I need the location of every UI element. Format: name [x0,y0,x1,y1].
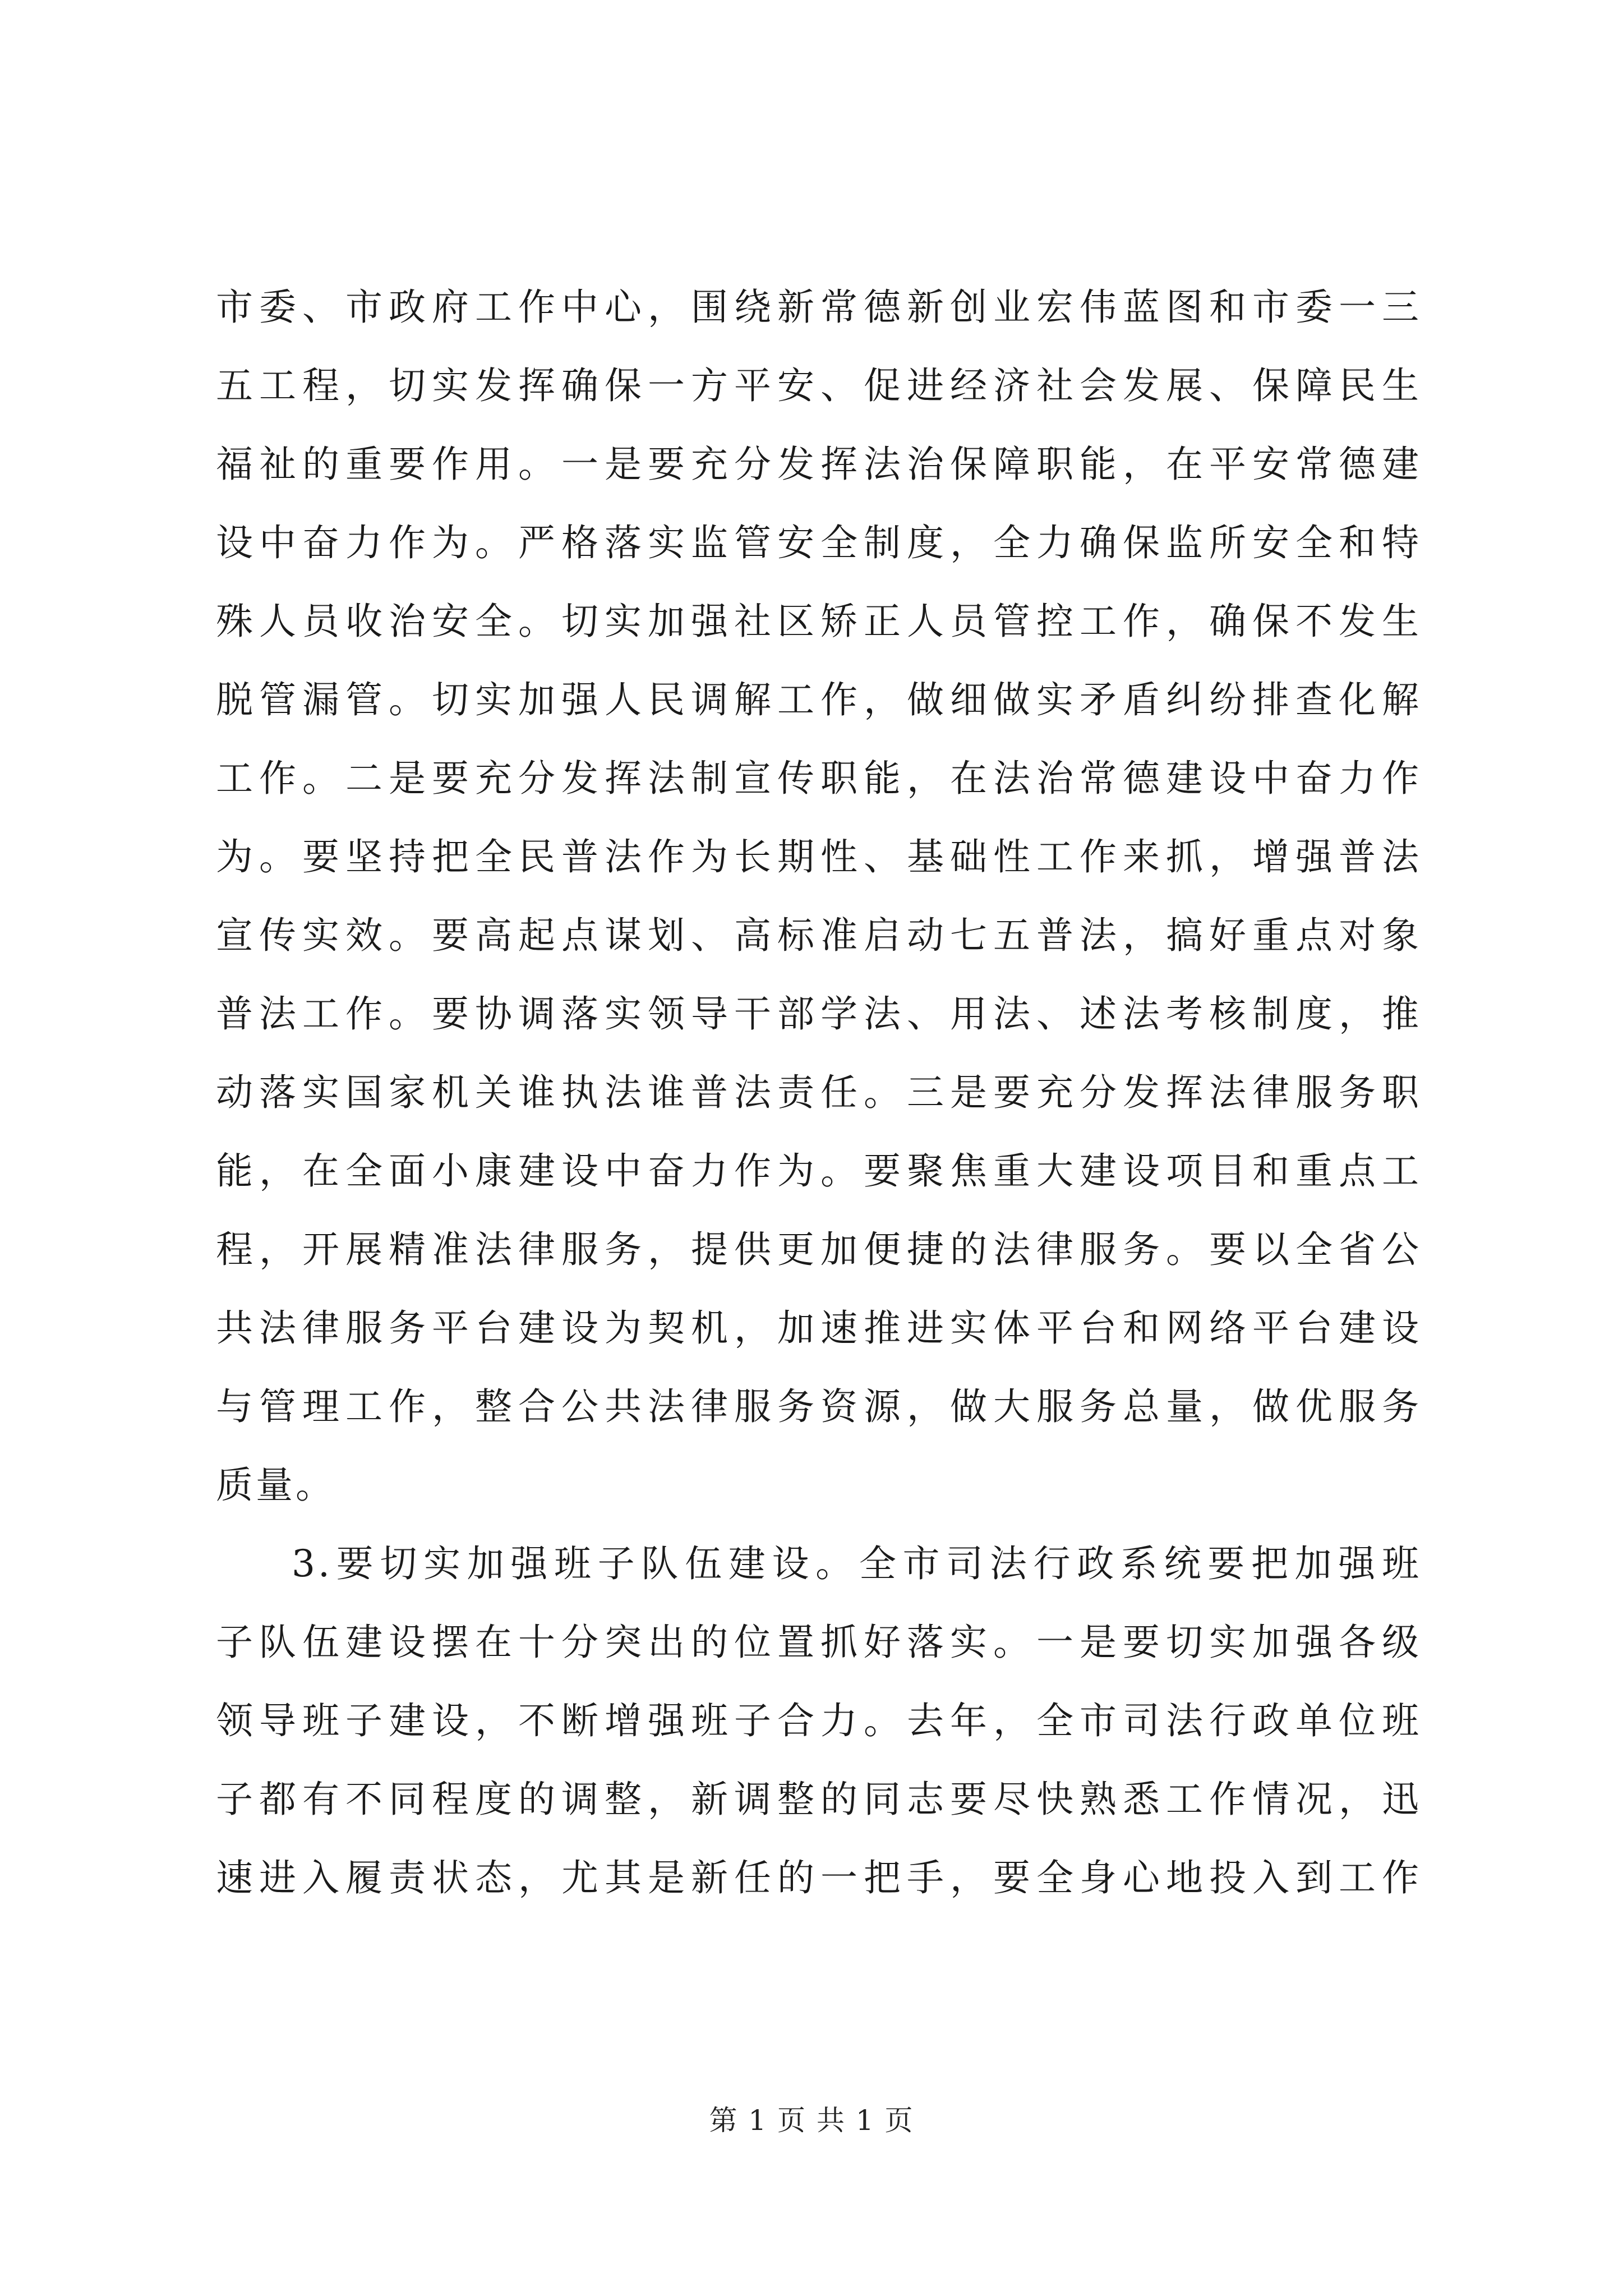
paragraph-2-line-2: 子队伍建设摆在十分突出的位置抓好落实。一是要切实加强各级 [216,1621,1422,1664]
document-body [216,268,1422,1917]
page-footer [0,2104,1623,2137]
paragraph-1-line-7: 工作。二是要充分发挥法制宣传职能，在法治常德建设中奋力作 [216,757,1422,800]
paragraph-1-line-12: 能，在全面小康建设中奋力作为。要聚焦重大建设项目和重点工 [216,1149,1422,1193]
paragraph-1-line-11: 动落实国家机关谁执法谁普法责任。三是要充分发挥法律服务职 [216,1071,1422,1114]
paragraph-2-line-3: 领导班子建设，不断增强班子合力。去年，全市司法行政单位班 [216,1699,1422,1742]
paragraph-1-line-2: 五工程，切实发挥确保一方平安、促进经济社会发展、保障民生 [216,364,1422,407]
paragraph-1-line-15: 与管理工作，整合公共法律服务资源，做大服务总量，做优服务 [216,1385,1422,1428]
paragraph-1-line-1: 市委、市政府工作中心，围绕新常德新创业宏伟蓝图和市委一三 [216,286,1422,329]
paragraph-1-line-13: 程，开展精准法律服务，提供更加便捷的法律服务。要以全省公 [216,1228,1422,1271]
paragraph-1-line-14: 共法律服务平台建设为契机，加速推进实体平台和网络平台建设 [216,1306,1422,1350]
paragraph-2-line-1: 3.要切实加强班子队伍建设。全市司法行政系统要把加强班 [292,1542,1422,1585]
paragraph-2-line-5: 速进入履责状态，尤其是新任的一把手，要全身心地投入到工作 [216,1856,1422,1899]
paragraph-1-line-9: 宣传实效。要高起点谋划、高标准启动七五普法，搞好重点对象 [216,914,1422,957]
paragraph-2-line-4: 子都有不同程度的调整，新调整的同志要尽快熟悉工作情况，迅 [216,1778,1422,1821]
paragraph-1-line-8: 为。要坚持把全民普法作为长期性、基础性工作来抓，增强普法 [216,835,1422,878]
paragraph-1-line-4: 设中奋力作为。严格落实监管安全制度，全力确保监所安全和特 [216,521,1422,564]
page-number-label: 第 1 页 共 1 页 [709,2104,914,2137]
paragraph-1-line-16: 质量。 [216,1464,335,1507]
paragraph-1-line-5: 殊人员收治安全。切实加强社区矫正人员管控工作，确保不发生 [216,600,1422,643]
paragraph-1-line-10: 普法工作。要协调落实领导干部学法、用法、述法考核制度，推 [216,992,1422,1036]
paragraph-1-line-6: 脱管漏管。切实加强人民调解工作，做细做实矛盾纠纷排查化解 [216,678,1422,721]
paragraph-1-line-3: 福祉的重要作用。一是要充分发挥法治保障职能，在平安常德建 [216,443,1422,486]
